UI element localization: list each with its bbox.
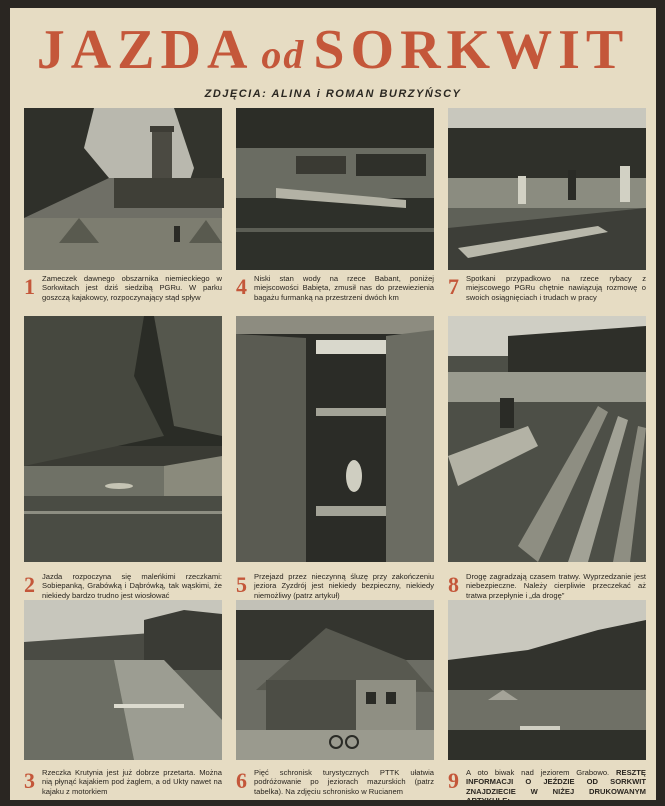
caption-9-number: 9 [448, 768, 459, 793]
caption-6 [236, 768, 434, 796]
caption-9-tail: RESZTĘ INFORMACJI O JEŹDZIE OD SORKWIT ZNAJDZIECIE W NIŻEJ DRUKOWANYM ARTYKULE: [466, 768, 646, 806]
caption-2-text: Jazda rozpoczyna się maleńkimi rzeczkami: Sobiepanką, Grabówką i Dąbrówką, tak wąskimi, że niekiedy bardzo trudno jest wiosłować [42, 572, 222, 600]
caption-1-text: Zameczek dawnego obszarnika niemieckiego w Sorkwitach jest dziś siedzibą PGRu. W parku goszczą kajakowcy, rozpoczynający stąd spływ [42, 274, 222, 302]
photo-narrow-river [24, 316, 222, 562]
caption-6-text: Pięć schronisk turystycznych PTTK ułatwia podróżowanie po jeziorach mazurskich (patrz tabelka). Na zdjęciu schronisko w Rucianem [254, 768, 434, 796]
caption-3-number: 3 [24, 768, 35, 793]
photo-castle-camp [24, 108, 222, 270]
caption-7 [448, 274, 646, 302]
caption-1-number: 1 [24, 274, 35, 299]
caption-8 [448, 572, 646, 600]
caption-9-main: A oto biwak nad jeziorem Grabowo. [466, 768, 610, 777]
caption-5 [236, 572, 434, 600]
photo-lock [236, 316, 434, 562]
photo-credits: ZDJĘCIA: ALINA i ROMAN BURZYŃSCY [204, 88, 462, 100]
caption-5-text: Przejazd przez nieczynną śluzę przy zakończeniu jeziora Zyzdrój jest niekiedy bezpieczny, niekiedy niemożliwy (patrz artykuł) [254, 572, 434, 600]
caption-3-text: Rzeczka Krutynia jest już dobrze przetarta. Można nią płynąć kajakiem pod żaglem, a od Ukty nawet na kajaku z motorkiem [42, 768, 222, 796]
caption-3 [24, 768, 222, 796]
caption-2 [24, 572, 222, 600]
caption-7-number: 7 [448, 274, 459, 299]
caption-9 [448, 768, 646, 806]
caption-4-number: 4 [236, 274, 247, 299]
photo-fishermen [448, 108, 646, 270]
photo-rafts [448, 316, 646, 562]
photo-krutynia-river [24, 600, 222, 760]
caption-1 [24, 274, 222, 302]
photo-camp-grabowo [448, 600, 646, 760]
title-middle: od [261, 32, 306, 77]
caption-7-text: Spotkani przypadkowo na rzece rybacy z miejscowego PGRu chętnie nawiązują rozmowę o swoich osiągnięciach i trudach w pracy [466, 274, 646, 302]
page-title [10, 20, 656, 85]
caption-6-number: 6 [236, 768, 247, 793]
magazine-page [10, 8, 656, 806]
photo-hostel [236, 600, 434, 760]
caption-8-text: Drogę zagradzają czasem tratwy. Wyprzedzanie jest niebezpieczne. Należy cierpliwie przeczekać aż tratwa przepłynie i „da drogę” [466, 572, 646, 600]
caption-5-number: 5 [236, 572, 247, 597]
caption-8-number: 8 [448, 572, 459, 597]
caption-4-text: Niski stan wody na rzece Babant, poniżej miejscowości Babięta, zmusił nas do przewiezienia bagażu furmanką na przestrzeni dwóch km [254, 274, 434, 302]
caption-2-number: 2 [24, 572, 35, 597]
photo-babant-wagon [236, 108, 434, 270]
title-left: JAZDA [36, 19, 254, 81]
title-right: SORKWIT [313, 19, 630, 81]
caption-9-text [464, 768, 646, 806]
caption-4 [236, 274, 434, 302]
